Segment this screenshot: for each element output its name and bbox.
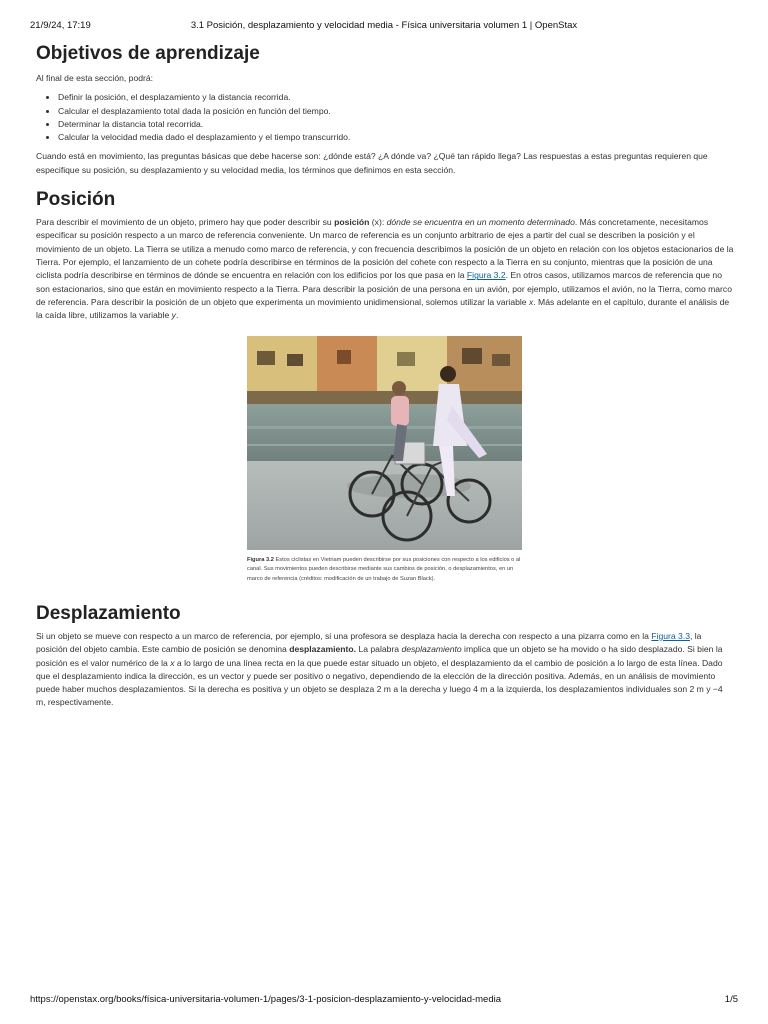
position-definition: dónde se encuentra en un momento determinado [386, 217, 575, 228]
text-run: a lo largo de una línea recta en la que puede estar situado un objeto, el desplazamiento da el cambio de posición a lo largo de esta línea. Dado que el desplazamiento indica la dirección, es un vector y puede ser positivo o negativo, dependiendo de la elección de la dirección positiva. Además, en un análisis de movimiento puede haber muchos desplazamientos. Si la derecha es positiva y un objeto se desplaza 2 m a la derecha y luego 4 m a la izquierda, los desplazamientos individuales son 2 m y −4 m, respectivamente. [36, 657, 723, 708]
displacement-term: desplazamiento. [289, 644, 357, 655]
objective-item: • Calcular el desplazamiento total dada la posición en función del tiempo. [58, 105, 734, 118]
objective-item: • Determinar la distancia total recorrida. [58, 118, 734, 131]
objectives-heading: Objetivos de aprendizaje [36, 43, 260, 64]
displacement-italic: desplazamiento [401, 644, 462, 655]
variable-x: x [170, 657, 175, 668]
objective-item: • Definir la posición, el desplazamiento y la distancia recorrida. [58, 91, 734, 104]
variable-x: x [528, 296, 534, 307]
text-run: Para describir el movimiento de un objeto, primero hay que poder describir su [36, 217, 335, 228]
figure-label: Figura 3.2 [247, 557, 274, 563]
main-content [36, 42, 734, 322]
figure-3-2-link[interactable]: Figura 3.2 [466, 270, 506, 281]
position-paragraph [36, 216, 734, 322]
text-run: , la posición del objeto cambia. Este cambio de posición se denomina [36, 631, 702, 655]
text-run: . Más concretamente, necesitamos especificar su posición respecto a un marco de referencia conveniente. Un marco de referencia es un conjunto arbitrario de ejes a partir del cual se describen la posición y el movimiento de un objeto. La Tierra se utiliza a menudo como marco de referencia, y con frecuencia describimos la posición de un objeto en relación con los objetos estacionarios de la Tierra. Por ejemplo, el lanzamiento de un cohete podría describirse en términos de la posición del cohete con respecto a la Tierra en su conjunto, mientras que la posición de una ciclista podría describirse en términos de dónde se encuentra en relación con los edificios por los que pasa en la [36, 217, 734, 281]
text-run: . En otros casos, utilizamos marcos de referencia que no son estacionarios, sino que están en movimiento respecto a la Tierra. Para describir la posición de una persona en un avión, por ejemplo, utilizamos el avión, no la Tierra, como marco de referencia. Para describir la posición de un objeto que experimenta un movimiento unidimensional, solemos utilizar la variable [36, 270, 732, 307]
text-run: . [175, 310, 179, 321]
text-run: (x): [369, 217, 387, 228]
caption-text: Estos ciclistas en Vietnam pueden describirse por sus posiciones con respecto a los edificios o al canal. Sus movimientos pueden describirse mediante sus cambios de posición, o desplazamientos, en un marco de referencia (créditos: modificación de un trabajo de Suzan Black). [247, 557, 521, 582]
text-run: implica que un objeto se ha movido o ha sido desplazado. Si bien la posición es el valor numérico de la [36, 644, 723, 668]
print-url: https://openstax.org/books/física-universitaria-volumen-1/pages/3-1-posicion-desplazamiento-y-velocidad-media [30, 994, 502, 1005]
objectives-text: Cuando está en movimiento, las preguntas básicas que debe hacerse son: ¿dónde está? ¿A dónde va? ¿Qué tan rápido llega? Las respuestas a estas preguntas requieren que especifique su posición, su desplazamiento y su velocidad media, los términos que definimos en esta sección. [36, 151, 708, 175]
cyclists-photo [247, 336, 522, 550]
objective-item: • Calcular la velocidad media dado el desplazamiento y el tiempo transcurrido. [58, 131, 734, 144]
displacement-heading: Desplazamiento [36, 603, 181, 624]
print-page-title: 3.1 Posición, desplazamiento y velocidad media - Física universitaria volumen 1 | OpenStax [190, 20, 578, 31]
figure-3-3-link[interactable]: Figura 3.3 [651, 631, 690, 641]
displacement-section [36, 602, 734, 710]
print-date: 21/9/24, 17:19 [30, 20, 91, 31]
page-number: 1/5 [724, 994, 738, 1005]
variable-y: y [171, 310, 176, 321]
text-run: Si un objeto se mueve con respecto a un marco de referencia, por ejemplo, si una profesora se desplaza hacia la derecha con respecto a una pizarra como en la [36, 631, 652, 641]
position-term: posición [334, 217, 370, 228]
figure-caption [247, 556, 522, 584]
displacement-paragraph [36, 630, 734, 710]
objectives-intro: Al final de esta sección, podrá: [36, 73, 154, 83]
objectives-list [36, 91, 734, 144]
figure-3-2 [247, 336, 522, 584]
text-run: . Más adelante en el capítulo, durante el análisis de la caída libre, utilizamos la variable [36, 296, 730, 321]
position-heading: Posición [36, 189, 116, 211]
text-run: La palabra [356, 644, 402, 655]
